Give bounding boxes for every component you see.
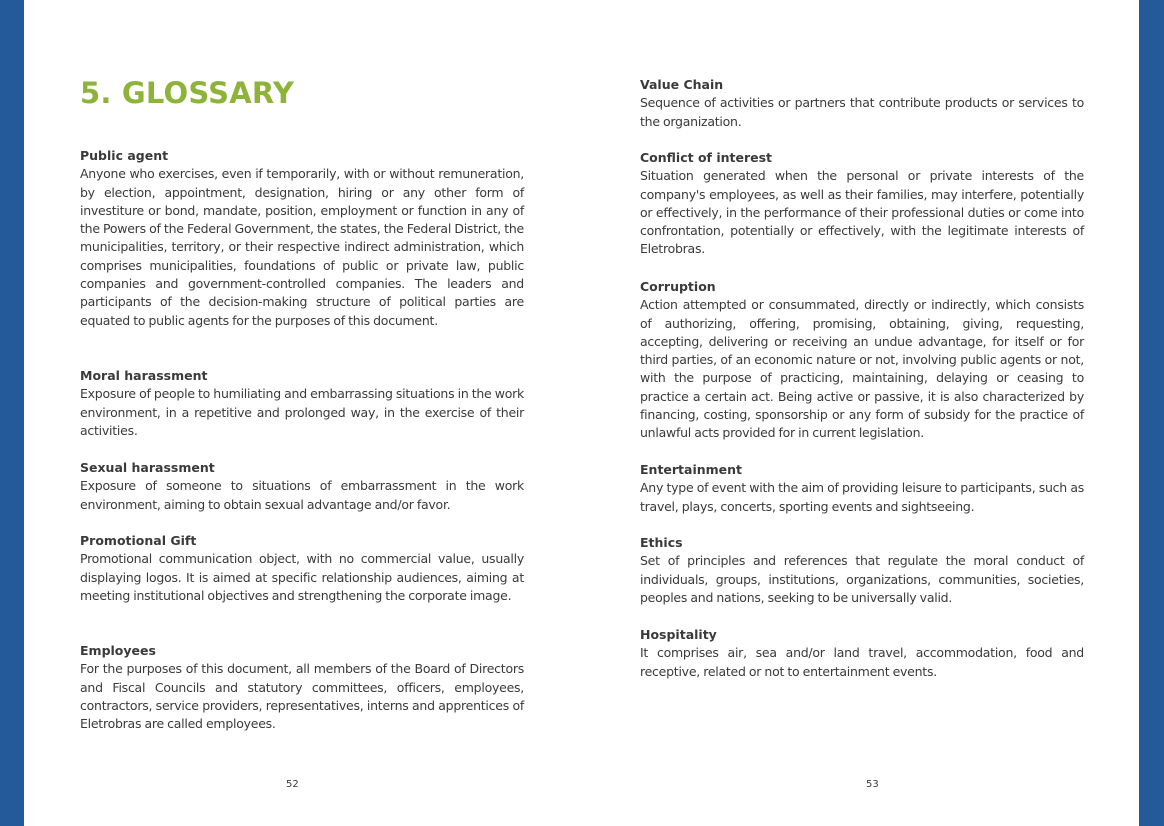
glossary-entry-conflict-of-interest bbox=[640, 149, 1084, 259]
glossary-entry-entertainment bbox=[640, 461, 1084, 516]
term-name: Entertainment bbox=[640, 462, 743, 477]
right-page-edge-band bbox=[1139, 0, 1164, 826]
page-title: 5. GLOSSARY bbox=[80, 76, 295, 110]
term-definition: Exposure of someone to situations of embarrassment in the work environment, aiming to obtain sexual advantage and/or favor. bbox=[80, 478, 524, 512]
left-page-number: 52 bbox=[286, 779, 299, 790]
term-name: Corruption bbox=[640, 279, 716, 294]
glossary-entry-corruption bbox=[640, 278, 1084, 443]
term-name: Sexual harassment bbox=[80, 460, 215, 475]
term-name: Public agent bbox=[80, 148, 169, 163]
glossary-entry-employees bbox=[80, 642, 524, 733]
glossary-entry-value-chain bbox=[640, 76, 1084, 131]
term-name: Hospitality bbox=[640, 627, 717, 642]
term-definition: Any type of event with the aim of providing leisure to participants, such as travel, plays, concerts, sporting events and sightseeing. bbox=[640, 480, 1084, 514]
glossary-entry-ethics bbox=[640, 534, 1084, 607]
term-name: Ethics bbox=[640, 535, 683, 550]
term-definition: It comprises air, sea and/or land travel, accommodation, food and receptive, related or not to entertainment events. bbox=[640, 645, 1084, 679]
glossary-entry-moral-harassment bbox=[80, 367, 524, 440]
term-name: Value Chain bbox=[640, 77, 724, 92]
term-name: Moral harassment bbox=[80, 368, 208, 383]
left-page-edge-band bbox=[0, 0, 24, 826]
term-definition: Situation generated when the personal or private interests of the company's employees, as well as their families, may interfere, potentially or effectively, in the performance of their professional duties or come into confrontation, potentially or effectively, with the legitimate interests of Eletrobras. bbox=[640, 168, 1084, 257]
term-name: Employees bbox=[80, 643, 156, 658]
glossary-entry-sexual-harassment bbox=[80, 459, 524, 514]
term-definition: Anyone who exercises, even if temporarily, with or without remuneration, by election, appointment, designation, hiring or any other form of investiture or bond, mandate, position, employment or function in any of the Powers of the Federal Government, the states, the Federal District, the municipalities, territory, or their respective indirect administration, which comprises municipalities, foundations of public or private law, public companies and government-controlled companies. The leaders and participants of the decision-making structure of political parties are equated to public agents for the purposes of this document. bbox=[80, 166, 524, 328]
right-page-number: 53 bbox=[866, 779, 879, 790]
term-definition: Exposure of people to humiliating and embarrassing situations in the work environment, in a repetitive and prolonged way, in the exercise of their activities. bbox=[80, 386, 524, 438]
term-name: Promotional Gift bbox=[80, 533, 197, 548]
glossary-entry-public-agent bbox=[80, 147, 524, 330]
term-definition: Action attempted or consummated, directly or indirectly, which consists of authorizing, offering, promising, obtaining, giving, requesting, accepting, delivering or receiving an undue advantage, for itself or for third parties, of an economic nature or not, involving public agents or not, with the purpose of practicing, maintaining, delaying or ceasing to practice a certain act. Being active or passive, it is also characterized by financing, costing, sponsorship or any form of subsidy for the practice of unlawful acts provided for in current legislation. bbox=[640, 297, 1084, 441]
glossary-entry-hospitality bbox=[640, 626, 1084, 681]
term-definition: Promotional communication object, with no commercial value, usually displaying logos. It is aimed at specific relationship audiences, aiming at meeting institutional objectives and strengthening the corporate image. bbox=[80, 551, 524, 603]
term-definition: Set of principles and references that regulate the moral conduct of individuals, groups, institutions, organizations, communities, societies, peoples and nations, seeking to be universally valid. bbox=[640, 553, 1084, 605]
term-definition: For the purposes of this document, all members of the Board of Directors and Fiscal Councils and statutory committees, officers, employees, contractors, service providers, representatives, interns and apprentices of Eletrobras are called employees. bbox=[80, 661, 524, 732]
term-name: Conflict of interest bbox=[640, 150, 773, 165]
term-definition: Sequence of activities or partners that contribute products or services to the organization. bbox=[640, 95, 1084, 129]
glossary-entry-promotional-gift bbox=[80, 532, 524, 605]
